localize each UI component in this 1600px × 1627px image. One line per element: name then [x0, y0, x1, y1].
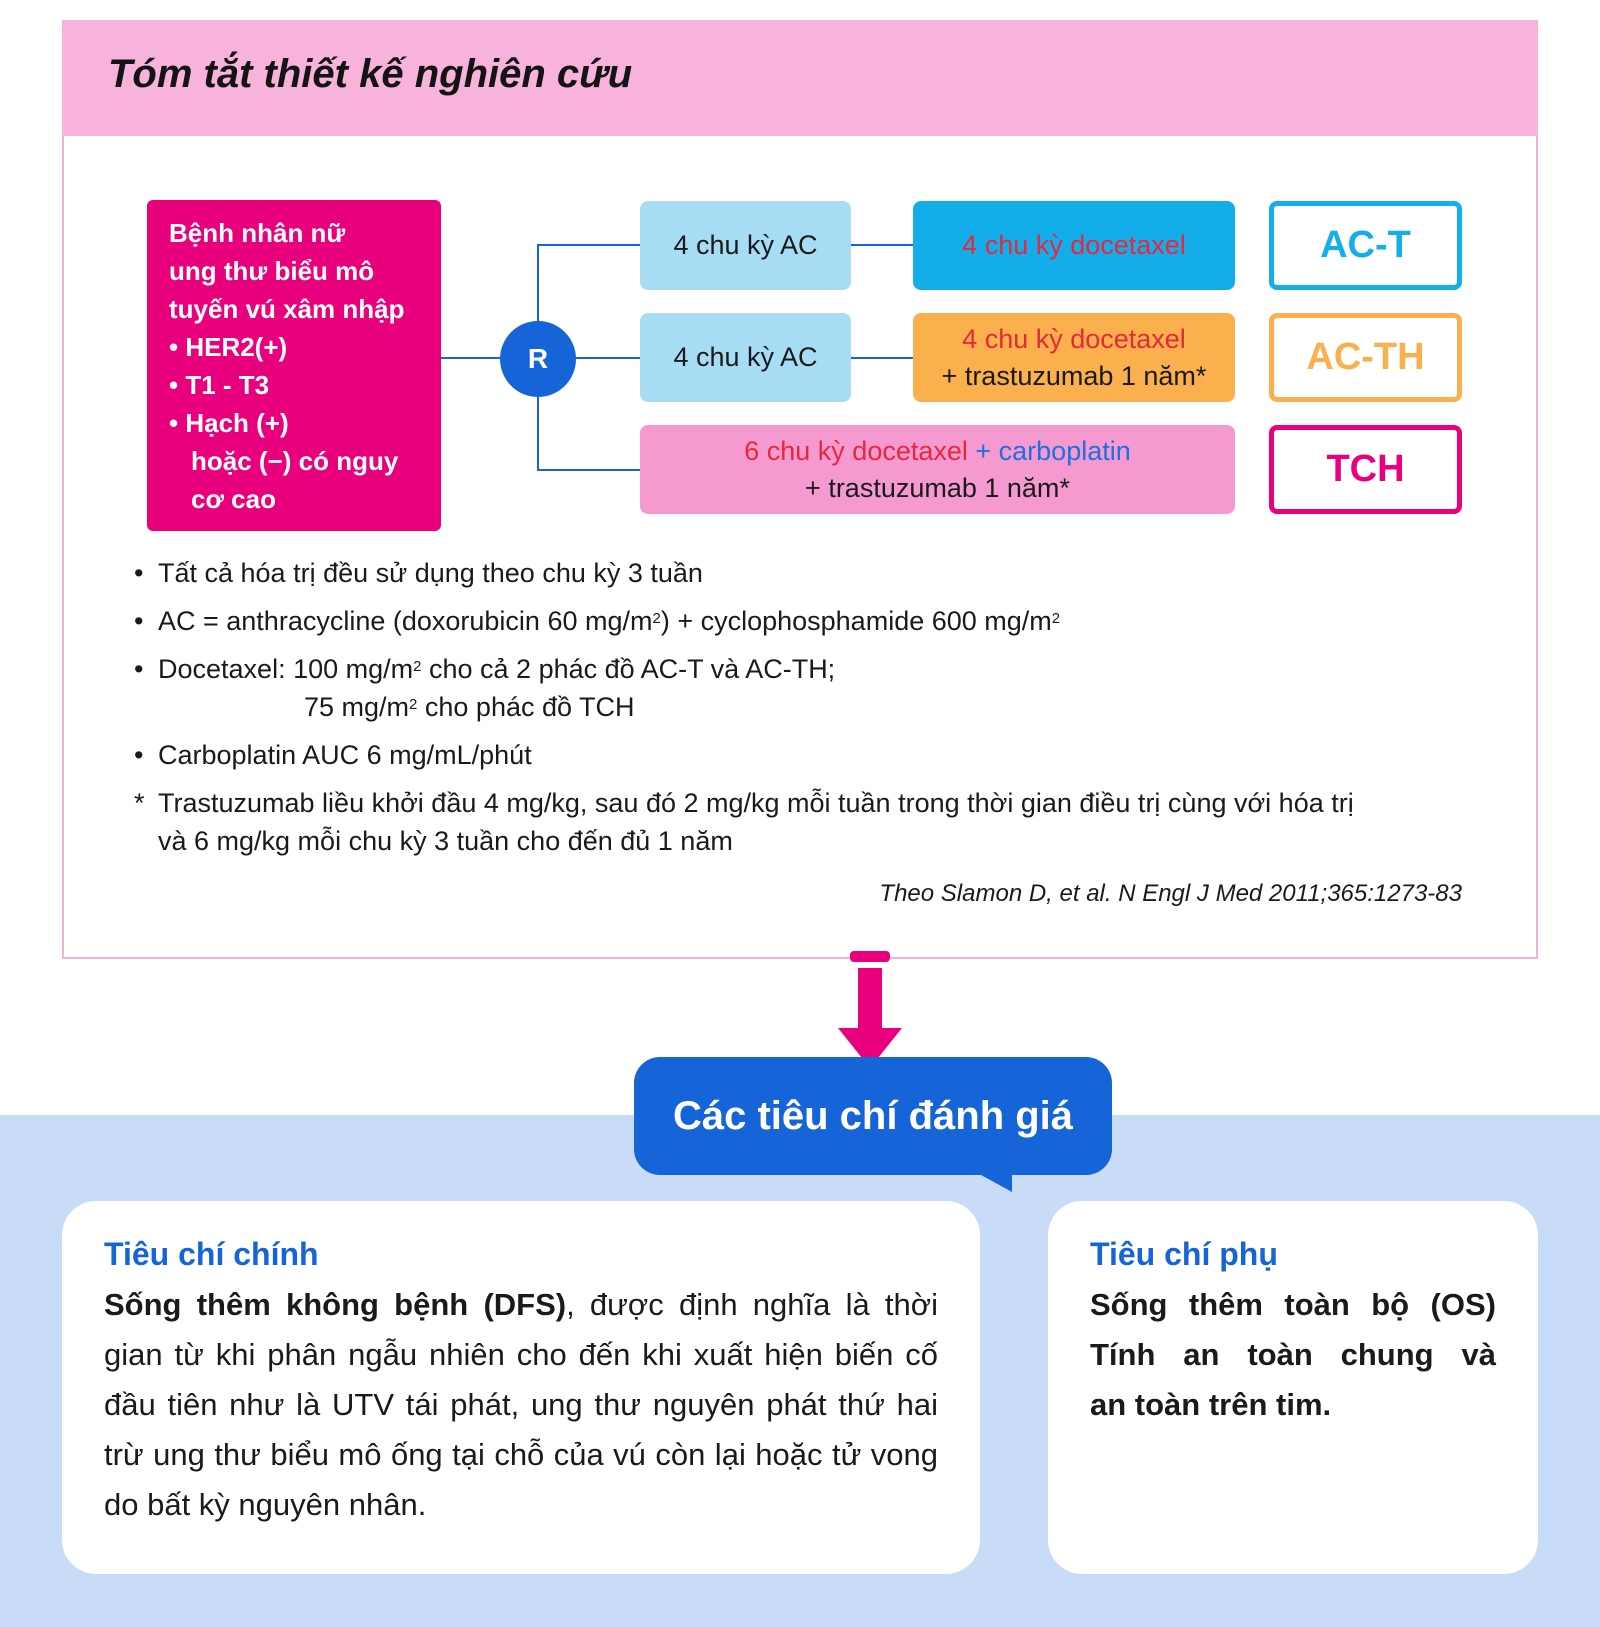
randomization-node: R: [500, 321, 576, 397]
arm1-docetaxel-text: 4 chu kỳ docetaxel: [962, 230, 1186, 260]
patient-line: ung thư biểu mô: [169, 256, 375, 286]
note-trastuzumab: * Trastuzumab liều khởi đầu 4 mg/kg, sau đó 2 mg/kg mỗi tuần trong thời gian điều trị cùng với hóa trị: [134, 788, 1354, 818]
patient-line: tuyến vú xâm nhập: [169, 294, 405, 324]
secondary-line-cardiac: an toàn trên tim.: [1090, 1387, 1332, 1422]
arm3-label: TCH: [1269, 425, 1462, 514]
arm1-docetaxel-box: [913, 201, 1235, 290]
arm3-carboplatin-text: + carboplatin: [967, 435, 1131, 466]
arm2-docetaxel-text: 4 chu kỳ docetaxel: [962, 323, 1186, 354]
citation: Theo Slamon D, et al. N Engl J Med 2011;365:1273-83: [879, 880, 1462, 907]
note-docetaxel: • Docetaxel: 100 $mg/m^2$ cho cả 2 phác đồ AC-T và AC-TH;: [134, 654, 836, 684]
patient-line: hoặc (−) có nguy: [191, 446, 399, 476]
patient-bullet: • T1 - T3: [169, 370, 270, 400]
secondary-endpoint-title: Tiêu chí phụ: [1090, 1236, 1278, 1272]
note-cycle: • Tất cả hóa trị đều sử dụng theo chu kỳ 3 tuần: [134, 558, 703, 588]
arm2-ac-text: 4 chu kỳ AC: [673, 342, 818, 372]
secondary-line-safety: Tính an toàn chung và: [1090, 1337, 1496, 1372]
patient-bullet: • Hạch (+): [169, 408, 289, 438]
arm1-label: AC-T: [1269, 201, 1462, 290]
primary-endpoint-title: Tiêu chí chính: [104, 1236, 319, 1272]
arm2-docetaxel-box: [913, 313, 1235, 402]
arm3-tch-box: [640, 425, 1235, 514]
patient-line: cơ cao: [191, 484, 276, 514]
note-carboplatin: • Carboplatin AUC 6 mg/mL/phút: [134, 740, 532, 770]
arm2-trastuzumab-text: + trastuzumab 1 năm*: [941, 360, 1207, 391]
down-arrow-icon: [830, 948, 910, 1073]
arm1-ac-text: 4 chu kỳ AC: [673, 230, 818, 260]
note-docetaxel-tch: 75 $mg/m^2$ cho phác đồ TCH: [304, 692, 635, 722]
arm2-ac-box: [640, 313, 851, 402]
study-design-title: Tóm tắt thiết kế nghiên cứu: [108, 52, 633, 96]
patient-line: Bệnh nhân nữ: [169, 218, 346, 248]
arm3-trastuzumab-text: + trastuzumab 1 năm*: [805, 472, 1070, 503]
patient-population-box: [147, 200, 441, 531]
evaluation-criteria-bubble: Các tiêu chí đánh giá: [634, 1057, 1112, 1175]
arm1-ac-box: [640, 201, 851, 290]
note-trastuzumab-cont: và 6 mg/kg mỗi chu kỳ 3 tuần cho đến đủ 1 năm: [158, 826, 733, 856]
patient-bullet: • HER2(+): [169, 332, 288, 362]
secondary-endpoint-text: [1090, 1280, 1496, 1430]
primary-endpoint-text: Sống thêm không bệnh (DFS), được định nghĩa là thời gian từ khi phân ngẫu nhiên cho đến khi xuất hiện biến cố đầu tiên như là UTV tái phát, ung thư nguyên phát thứ hai trừ ung thư biểu mô ống tại chỗ của vú còn lại hoặc tử vong do bất kỳ nguyên nhân.: [104, 1287, 938, 1522]
secondary-line-os: Sống thêm toàn bộ (OS): [1090, 1287, 1496, 1322]
note-ac: • AC = anthracycline (doxorubicin 60 $mg/m^2$) + cyclophosphamide 600 $mg/m^2$: [134, 606, 1061, 636]
arm2-label: AC-TH: [1269, 313, 1462, 402]
arm3-docetaxel-text: 6 chu kỳ docetaxel: [744, 435, 968, 466]
